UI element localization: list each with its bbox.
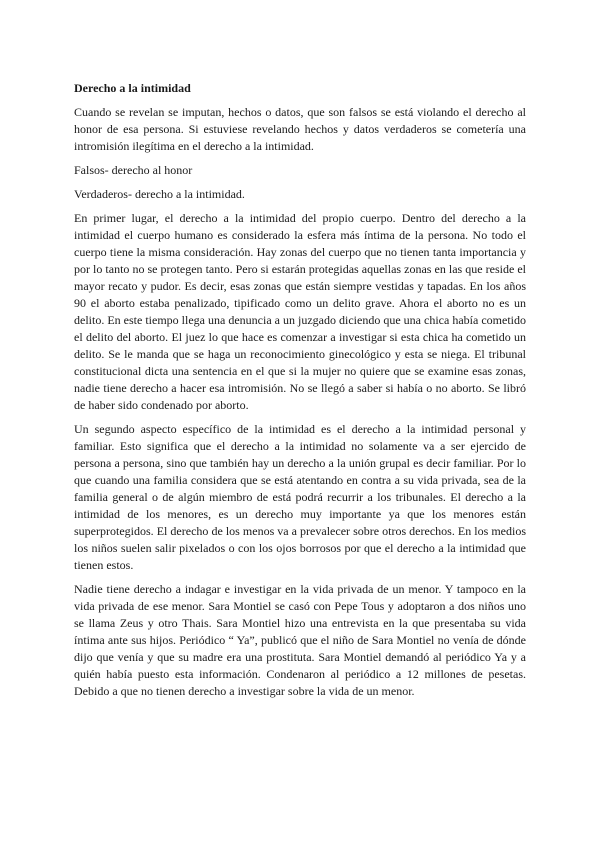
paragraph-verdaderos: Verdaderos- derecho a la intimidad. (74, 187, 245, 201)
paragraph-cuerpo: En primer lugar, el derecho a la intimidad del propio cuerpo. Dentro del derecho a la intimidad el cuerpo humano es considerado la esfera más íntima de la persona. No todo el cuerpo tiene la misma consideración. Hay zonas del cuerpo que no tienen tanta importancia y por lo tanto no se protegen tanto. Pero si estarán protegidas aquellas zonas en las que reside el mayor recato y pudor. Es decir, esas zonas que están siempre vestidas y tapadas. En los años 90 el aborto estaba penalizado, tipificado como un delito grave. Ahora el aborto no es un delito. En este tiempo llega una denuncia a un juzgado diciendo que una chica había cometido el delito del aborto. El juez lo que hace es comenzar a investigar si esta chica ha cometido un delito. Se le manda que se haga un reconocimiento ginecológico y esta se niega. El tribunal constitucional dicta una sentencia en el que si la mujer no quiere que se examine esas zonas, nadie tiene derecho a hacer esa intromisión. No se llegó a saber si había o no aborto. Se libró de haber sido condenado por aborto. (74, 211, 526, 412)
paragraph-falsos: Falsos- derecho al honor (74, 163, 193, 177)
document-title: Derecho a la intimidad (74, 81, 191, 95)
document-body (74, 80, 526, 707)
paragraph-familiar: Un segundo aspecto específico de la intimidad es el derecho a la intimidad personal y familiar. Esto significa que el derecho a la intimidad no solamente va a ser ejercido de persona a persona, sino que también hay un derecho a la unión grupal es decir familiar. Por lo que cuando una familia considera que se está atentando en contra a su vida privada, sea de la familia general o de algún miembro de está podrá recurrir a los tribunales. El derecho a la intimidad de los menores, es un derecho muy importante ya que los menores están superprotegidos. El derecho de los menos va a prevalecer sobre otros derechos. En los medios los niños suelen salir pixelados o con los ojos borrosos por que el derecho a la intimidad que tienen estos. (74, 422, 526, 572)
paragraph-menores: Nadie tiene derecho a indagar e investigar en la vida privada de un menor. Y tampoco en la vida privada de ese menor. Sara Montiel se casó con Pepe Tous y adoptaron a dos niños uno se llama Zeus y otro Thais. Sara Montiel hizo una entrevista en la que presentaba su vida íntima ante sus hijos. Periódico “ Ya”, publicó que el niño de Sara Montiel no venía de dónde dijo que venía y que su madre era una prostituta. Sara Montiel demandó al periódico Ya y a quién había puesto esta información. Condenaron al periódico a 12 millones de pesetas. Debido a que no tienen derecho a investigar sobre la vida de un menor. (74, 582, 526, 698)
paragraph-intro: Cuando se revelan se imputan, hechos o datos, que son falsos se está violando el derecho al honor de esa persona. Si estuviese revelando hechos y datos verdaderos se cometería una intromisión ilegítima en el derecho a la intimidad. (74, 105, 526, 153)
